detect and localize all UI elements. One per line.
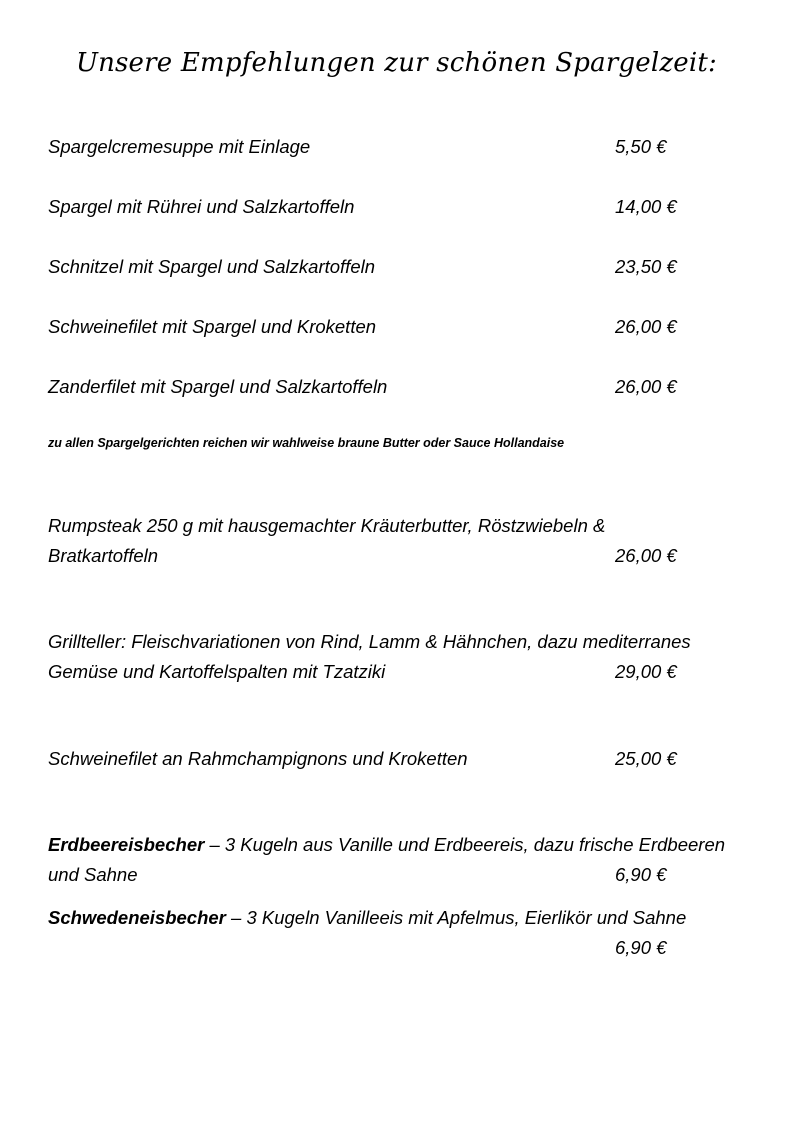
rumpsteak-line-2: Bratkartoffeln — [48, 545, 159, 566]
schweinefilet-rahm-name: Schweinefilet an Rahmchampignons und Kroketten — [48, 748, 468, 769]
schwedeneisbecher-line-1 — [48, 906, 686, 930]
schwedeneisbecher-title: Schwedeneisbecher — [48, 907, 226, 928]
menu-item-price: 14,00 € — [615, 196, 677, 217]
erdbeereisbecher-line-1 — [48, 833, 725, 857]
rumpsteak-price: 26,00 € — [615, 545, 677, 566]
sauce-note: zu allen Spargelgerichten reichen wir wahlweise braune Butter oder Sauce Hollandaise — [48, 436, 565, 450]
grillteller-line-1: Grillteller: Fleischvariationen von Rind, Lamm & Hähnchen, dazu mediterranes — [48, 631, 691, 652]
rumpsteak-line-1: Rumpsteak 250 g mit hausgemachter Kräuterbutter, Röstzwiebeln & — [48, 515, 606, 536]
menu-item-price: 5,50 € — [615, 136, 667, 157]
menu-item-name: Spargelcremesuppe mit Einlage — [48, 136, 311, 157]
erdbeereisbecher-line-2: und Sahne — [48, 864, 138, 885]
erdbeereisbecher-description: – 3 Kugeln aus Vanille und Erdbeereis, dazu frische Erdbeeren — [204, 834, 726, 855]
grillteller-line-2: Gemüse und Kartoffelspalten mit Tzatziki — [48, 661, 386, 682]
menu-item-name: Spargel mit Rührei und Salzkartoffeln — [48, 196, 355, 217]
erdbeereisbecher-title: Erdbeereisbecher — [48, 834, 205, 855]
schweinefilet-rahm-price: 25,00 € — [615, 748, 677, 769]
erdbeereisbecher-price: 6,90 € — [615, 864, 667, 885]
menu-item-name: Zanderfilet mit Spargel und Salzkartoffeln — [48, 376, 388, 397]
menu-item-price: 23,50 € — [615, 256, 677, 277]
menu-item-price: 26,00 € — [615, 316, 677, 337]
menu-item-price: 26,00 € — [615, 376, 677, 397]
menu-item-name: Schnitzel mit Spargel und Salzkartoffeln — [48, 256, 376, 277]
schwedeneisbecher-description: – 3 Kugeln Vanilleeis mit Apfelmus, Eierlikör und Sahne — [225, 907, 687, 928]
schwedeneisbecher-price: 6,90 € — [615, 937, 667, 958]
grillteller-price: 29,00 € — [615, 661, 677, 682]
page-title: Unsere Empfehlungen zur schönen Spargelzeit: — [75, 48, 718, 78]
menu-item-name: Schweinefilet mit Spargel und Kroketten — [48, 316, 377, 337]
